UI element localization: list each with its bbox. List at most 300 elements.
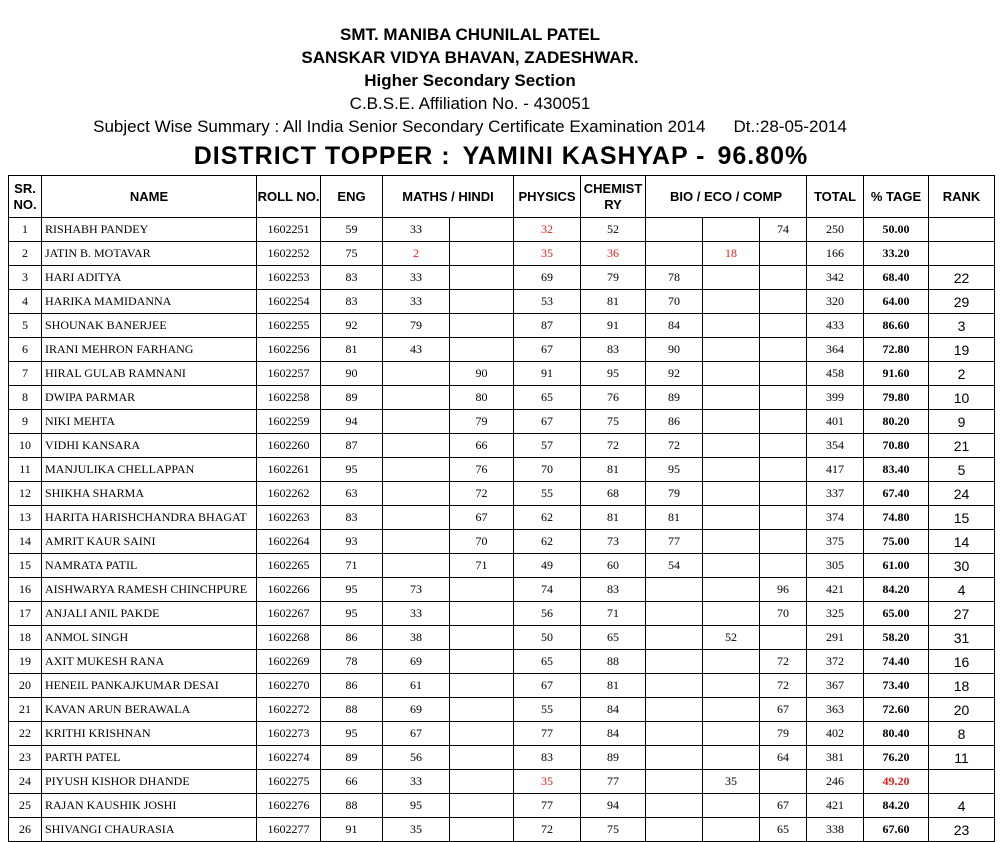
cell-pct: 83.40 — [864, 458, 929, 482]
table-row — [9, 770, 995, 794]
cell-total: 381 — [807, 746, 864, 770]
cell-physics: 62 — [514, 506, 581, 530]
cell-total: 374 — [807, 506, 864, 530]
cell-chemistry: 95 — [581, 362, 646, 386]
cell-bio — [646, 818, 703, 842]
cell-chemistry: 84 — [581, 698, 646, 722]
col-header-bio-eco-comp: BIO / ECO / COMP — [646, 176, 807, 218]
cell-hindi — [450, 722, 514, 746]
table-row — [9, 362, 995, 386]
cell-name: AXIT MUKESH RANA — [42, 650, 257, 674]
cell-rank: 27 — [929, 602, 995, 626]
table-row — [9, 482, 995, 506]
cell-bio — [646, 746, 703, 770]
cell-bio — [646, 242, 703, 266]
cell-name: KAVAN ARUN BERAWALA — [42, 698, 257, 722]
cell-eng: 95 — [321, 578, 383, 602]
cell-eco — [703, 818, 760, 842]
cell-sr: 14 — [9, 530, 42, 554]
cell-pct: 68.40 — [864, 266, 929, 290]
cell-chemistry: 71 — [581, 602, 646, 626]
cell-bio: 90 — [646, 338, 703, 362]
cell-physics: 56 — [514, 602, 581, 626]
cell-chemistry: 52 — [581, 218, 646, 242]
cell-name: HARITA HARISHCHANDRA BHAGAT — [42, 506, 257, 530]
cell-roll: 1602272 — [257, 698, 321, 722]
cell-comp: 70 — [760, 602, 807, 626]
cell-maths: 61 — [383, 674, 450, 698]
table-row — [9, 746, 995, 770]
cell-eng: 83 — [321, 290, 383, 314]
cell-comp: 72 — [760, 650, 807, 674]
cell-sr: 16 — [9, 578, 42, 602]
cell-chemistry: 91 — [581, 314, 646, 338]
cell-eco — [703, 650, 760, 674]
cell-hindi: 76 — [450, 458, 514, 482]
cell-pct: 61.00 — [864, 554, 929, 578]
cell-total: 421 — [807, 794, 864, 818]
cell-maths: 67 — [383, 722, 450, 746]
cell-eco — [703, 482, 760, 506]
cell-maths — [383, 434, 450, 458]
cell-chemistry: 75 — [581, 818, 646, 842]
cell-pct: 80.20 — [864, 410, 929, 434]
cell-pct: 70.80 — [864, 434, 929, 458]
cell-rank: 20 — [929, 698, 995, 722]
cell-pct: 79.80 — [864, 386, 929, 410]
cell-roll: 1602276 — [257, 794, 321, 818]
cell-comp — [760, 266, 807, 290]
cell-hindi: 70 — [450, 530, 514, 554]
table-row — [9, 386, 995, 410]
cell-comp — [760, 338, 807, 362]
section-name: Higher Secondary Section — [364, 71, 576, 90]
cell-rank: 2 — [929, 362, 995, 386]
cell-eco — [703, 530, 760, 554]
cell-maths — [383, 410, 450, 434]
cell-pct: 65.00 — [864, 602, 929, 626]
table-row — [9, 674, 995, 698]
cell-comp — [760, 626, 807, 650]
cell-eco — [703, 554, 760, 578]
cell-chemistry: 89 — [581, 746, 646, 770]
cell-comp — [760, 410, 807, 434]
cell-roll: 1602261 — [257, 458, 321, 482]
cell-bio — [646, 578, 703, 602]
cell-physics: 65 — [514, 650, 581, 674]
cell-maths: 95 — [383, 794, 450, 818]
cell-total: 320 — [807, 290, 864, 314]
cell-comp: 65 — [760, 818, 807, 842]
cell-name: MANJULIKA CHELLAPPAN — [42, 458, 257, 482]
cell-name: AMRIT KAUR SAINI — [42, 530, 257, 554]
cell-physics: 53 — [514, 290, 581, 314]
cell-pct: 84.20 — [864, 794, 929, 818]
cell-total: 305 — [807, 554, 864, 578]
cell-total: 401 — [807, 410, 864, 434]
cell-comp — [760, 506, 807, 530]
cell-eco — [703, 506, 760, 530]
cell-eco — [703, 578, 760, 602]
cell-sr: 4 — [9, 290, 42, 314]
cell-physics: 62 — [514, 530, 581, 554]
cell-total: 166 — [807, 242, 864, 266]
cell-rank: 23 — [929, 818, 995, 842]
cell-pct: 80.40 — [864, 722, 929, 746]
cell-maths: 33 — [383, 770, 450, 794]
cell-eco — [703, 746, 760, 770]
cell-hindi: 80 — [450, 386, 514, 410]
cell-name: JATIN B. MOTAVAR — [42, 242, 257, 266]
cell-chemistry: 83 — [581, 578, 646, 602]
cell-eco — [703, 362, 760, 386]
cell-rank: 21 — [929, 434, 995, 458]
cell-name: NAMRATA PATIL — [42, 554, 257, 578]
table-row — [9, 458, 995, 482]
col-header-sr: SR. NO. — [9, 176, 42, 218]
cell-roll: 1602275 — [257, 770, 321, 794]
table-row — [9, 650, 995, 674]
cell-rank — [929, 218, 995, 242]
cell-total: 250 — [807, 218, 864, 242]
cell-maths — [383, 554, 450, 578]
cell-comp — [760, 482, 807, 506]
cell-eng: 81 — [321, 338, 383, 362]
cell-comp — [760, 386, 807, 410]
cell-maths — [383, 386, 450, 410]
cell-roll: 1602252 — [257, 242, 321, 266]
cell-eco: 52 — [703, 626, 760, 650]
cell-comp: 64 — [760, 746, 807, 770]
cell-physics: 50 — [514, 626, 581, 650]
cell-hindi — [450, 794, 514, 818]
cell-eco — [703, 674, 760, 698]
cell-name: RAJAN KAUSHIK JOSHI — [42, 794, 257, 818]
cell-chemistry: 77 — [581, 770, 646, 794]
cell-maths: 33 — [383, 218, 450, 242]
cell-name: IRANI MEHRON FARHANG — [42, 338, 257, 362]
cell-eng: 89 — [321, 386, 383, 410]
cell-chemistry: 76 — [581, 386, 646, 410]
topper-score: 96.80% — [717, 142, 809, 170]
cell-rank: 4 — [929, 794, 995, 818]
cell-eco — [703, 458, 760, 482]
cell-eng: 90 — [321, 362, 383, 386]
cell-rank: 10 — [929, 386, 995, 410]
table-row — [9, 530, 995, 554]
cell-roll: 1602263 — [257, 506, 321, 530]
cell-bio — [646, 674, 703, 698]
school-name: SMT. MANIBA CHUNILAL PATEL — [339, 25, 601, 44]
cell-physics: 77 — [514, 722, 581, 746]
cell-bio: 89 — [646, 386, 703, 410]
cell-sr: 21 — [9, 698, 42, 722]
cell-pct: 75.00 — [864, 530, 929, 554]
cell-total: 337 — [807, 482, 864, 506]
cell-maths: 73 — [383, 578, 450, 602]
cell-sr: 11 — [9, 458, 42, 482]
cell-bio: 95 — [646, 458, 703, 482]
table-row — [9, 554, 995, 578]
cell-maths — [383, 530, 450, 554]
cell-total: 325 — [807, 602, 864, 626]
table-body — [9, 218, 995, 842]
cell-sr: 8 — [9, 386, 42, 410]
cell-comp — [760, 458, 807, 482]
cell-pct: 72.60 — [864, 698, 929, 722]
cell-eng: 95 — [321, 458, 383, 482]
cell-eng: 59 — [321, 218, 383, 242]
cell-eco — [703, 722, 760, 746]
cell-eng: 89 — [321, 746, 383, 770]
cell-maths — [383, 362, 450, 386]
cell-rank: 3 — [929, 314, 995, 338]
col-header-physics: PHYSICS — [514, 176, 581, 218]
cell-name: SHIKHA SHARMA — [42, 482, 257, 506]
cell-chemistry: 60 — [581, 554, 646, 578]
cell-eng: 75 — [321, 242, 383, 266]
cell-roll: 1602266 — [257, 578, 321, 602]
cell-total: 363 — [807, 698, 864, 722]
cell-rank: 31 — [929, 626, 995, 650]
cell-eco — [703, 698, 760, 722]
cell-comp — [760, 770, 807, 794]
cell-roll: 1602262 — [257, 482, 321, 506]
cell-total: 367 — [807, 674, 864, 698]
cell-hindi — [450, 290, 514, 314]
cell-sr: 19 — [9, 650, 42, 674]
cell-comp — [760, 314, 807, 338]
col-header-pct: % TAGE — [864, 176, 929, 218]
cell-maths: 2 — [383, 242, 450, 266]
cell-comp — [760, 434, 807, 458]
table-row — [9, 410, 995, 434]
cell-bio: 86 — [646, 410, 703, 434]
cell-pct: 74.80 — [864, 506, 929, 530]
table-row — [9, 626, 995, 650]
cell-total: 375 — [807, 530, 864, 554]
cell-total: 399 — [807, 386, 864, 410]
cell-comp: 79 — [760, 722, 807, 746]
cell-hindi — [450, 218, 514, 242]
cell-sr: 23 — [9, 746, 42, 770]
cell-comp — [760, 554, 807, 578]
col-header-chemistry: CHEMISTRY — [581, 176, 646, 218]
cell-sr: 18 — [9, 626, 42, 650]
cell-pct: 50.00 — [864, 218, 929, 242]
cell-name: HARI ADITYA — [42, 266, 257, 290]
cell-roll: 1602269 — [257, 650, 321, 674]
table-header-row — [9, 176, 995, 218]
cell-hindi — [450, 698, 514, 722]
cell-total: 433 — [807, 314, 864, 338]
cell-bio — [646, 626, 703, 650]
cell-maths: 33 — [383, 602, 450, 626]
cell-eng: 63 — [321, 482, 383, 506]
cell-eng: 88 — [321, 794, 383, 818]
cell-bio — [646, 650, 703, 674]
cell-name: SHOUNAK BANERJEE — [42, 314, 257, 338]
cell-roll: 1602270 — [257, 674, 321, 698]
cell-sr: 24 — [9, 770, 42, 794]
table-row — [9, 242, 995, 266]
cell-sr: 20 — [9, 674, 42, 698]
cell-hindi: 72 — [450, 482, 514, 506]
cell-roll: 1602255 — [257, 314, 321, 338]
cell-chemistry: 81 — [581, 506, 646, 530]
cell-hindi — [450, 602, 514, 626]
cell-rank: 8 — [929, 722, 995, 746]
cell-eco — [703, 266, 760, 290]
cell-name: VIDHI KANSARA — [42, 434, 257, 458]
table-row — [9, 290, 995, 314]
cell-name: KRITHI KRISHNAN — [42, 722, 257, 746]
cell-physics: 91 — [514, 362, 581, 386]
cell-eng: 86 — [321, 626, 383, 650]
table-row — [9, 434, 995, 458]
cell-comp: 67 — [760, 794, 807, 818]
cell-rank: 16 — [929, 650, 995, 674]
cell-sr: 15 — [9, 554, 42, 578]
cell-eco — [703, 338, 760, 362]
cell-comp — [760, 290, 807, 314]
cell-comp: 96 — [760, 578, 807, 602]
cell-hindi — [450, 266, 514, 290]
cell-maths: 38 — [383, 626, 450, 650]
cell-sr: 10 — [9, 434, 42, 458]
cell-total: 372 — [807, 650, 864, 674]
cell-pct: 64.00 — [864, 290, 929, 314]
cell-physics: 57 — [514, 434, 581, 458]
cell-eco — [703, 410, 760, 434]
cell-chemistry: 36 — [581, 242, 646, 266]
cell-maths: 69 — [383, 650, 450, 674]
cell-eco: 35 — [703, 770, 760, 794]
cell-rank: 15 — [929, 506, 995, 530]
cell-roll: 1602254 — [257, 290, 321, 314]
cell-eco — [703, 434, 760, 458]
cell-hindi: 66 — [450, 434, 514, 458]
cell-maths: 43 — [383, 338, 450, 362]
cell-comp: 74 — [760, 218, 807, 242]
cell-eng: 95 — [321, 722, 383, 746]
cell-pct: 84.20 — [864, 578, 929, 602]
cell-pct: 67.60 — [864, 818, 929, 842]
cell-sr: 6 — [9, 338, 42, 362]
topper-label: DISTRICT TOPPER : — [193, 142, 451, 170]
table-row — [9, 698, 995, 722]
cell-name: RISHABH PANDEY — [42, 218, 257, 242]
district-topper-banner — [0, 141, 1002, 171]
cell-eng: 83 — [321, 506, 383, 530]
col-header-roll: ROLL NO. — [257, 176, 321, 218]
cell-roll: 1602259 — [257, 410, 321, 434]
cell-eng: 94 — [321, 410, 383, 434]
results-table — [8, 175, 995, 842]
cell-roll: 1602258 — [257, 386, 321, 410]
cell-pct: 74.40 — [864, 650, 929, 674]
cell-maths: 79 — [383, 314, 450, 338]
table-row — [9, 506, 995, 530]
cell-roll: 1602265 — [257, 554, 321, 578]
cell-name: ANMOL SINGH — [42, 626, 257, 650]
cell-name: SHIVANGI CHAURASIA — [42, 818, 257, 842]
cell-rank — [929, 770, 995, 794]
cell-hindi — [450, 674, 514, 698]
cell-chemistry: 68 — [581, 482, 646, 506]
cell-rank: 4 — [929, 578, 995, 602]
cell-chemistry: 83 — [581, 338, 646, 362]
cell-rank: 19 — [929, 338, 995, 362]
cell-chemistry: 81 — [581, 674, 646, 698]
cell-rank: 9 — [929, 410, 995, 434]
cell-bio: 78 — [646, 266, 703, 290]
cell-sr: 26 — [9, 818, 42, 842]
col-header-eng: ENG — [321, 176, 383, 218]
cell-bio — [646, 218, 703, 242]
cell-hindi: 71 — [450, 554, 514, 578]
cell-name: ANJALI ANIL PAKDE — [42, 602, 257, 626]
cell-physics: 35 — [514, 770, 581, 794]
cell-maths — [383, 506, 450, 530]
cell-chemistry: 94 — [581, 794, 646, 818]
cell-physics: 70 — [514, 458, 581, 482]
cell-maths: 69 — [383, 698, 450, 722]
cell-bio: 54 — [646, 554, 703, 578]
table-row — [9, 218, 995, 242]
cell-roll: 1602251 — [257, 218, 321, 242]
cell-sr: 9 — [9, 410, 42, 434]
cell-total: 338 — [807, 818, 864, 842]
cell-total: 342 — [807, 266, 864, 290]
cell-chemistry: 75 — [581, 410, 646, 434]
cell-rank: 11 — [929, 746, 995, 770]
cell-sr: 17 — [9, 602, 42, 626]
cell-hindi: 90 — [450, 362, 514, 386]
cell-physics: 87 — [514, 314, 581, 338]
cell-name: AISHWARYA RAMESH CHINCHPURE — [42, 578, 257, 602]
cell-total: 402 — [807, 722, 864, 746]
cell-chemistry: 88 — [581, 650, 646, 674]
cell-physics: 55 — [514, 698, 581, 722]
cell-total: 291 — [807, 626, 864, 650]
cell-eco — [703, 602, 760, 626]
cell-pct: 33.20 — [864, 242, 929, 266]
cell-eng: 95 — [321, 602, 383, 626]
cell-eng: 93 — [321, 530, 383, 554]
cell-comp — [760, 242, 807, 266]
cell-pct: 58.20 — [864, 626, 929, 650]
cell-roll: 1602260 — [257, 434, 321, 458]
cell-sr: 2 — [9, 242, 42, 266]
cell-bio — [646, 770, 703, 794]
cell-total: 417 — [807, 458, 864, 482]
cell-name: DWIPA PARMAR — [42, 386, 257, 410]
cell-eco — [703, 386, 760, 410]
cell-sr: 13 — [9, 506, 42, 530]
cell-bio: 70 — [646, 290, 703, 314]
cell-eng: 87 — [321, 434, 383, 458]
cell-eng: 71 — [321, 554, 383, 578]
cell-hindi — [450, 314, 514, 338]
cell-bio — [646, 698, 703, 722]
cell-physics: 72 — [514, 818, 581, 842]
cell-name: NIKI MEHTA — [42, 410, 257, 434]
cell-name: HIRAL GULAB RAMNANI — [42, 362, 257, 386]
cell-physics: 74 — [514, 578, 581, 602]
cell-rank: 18 — [929, 674, 995, 698]
cell-maths: 33 — [383, 266, 450, 290]
